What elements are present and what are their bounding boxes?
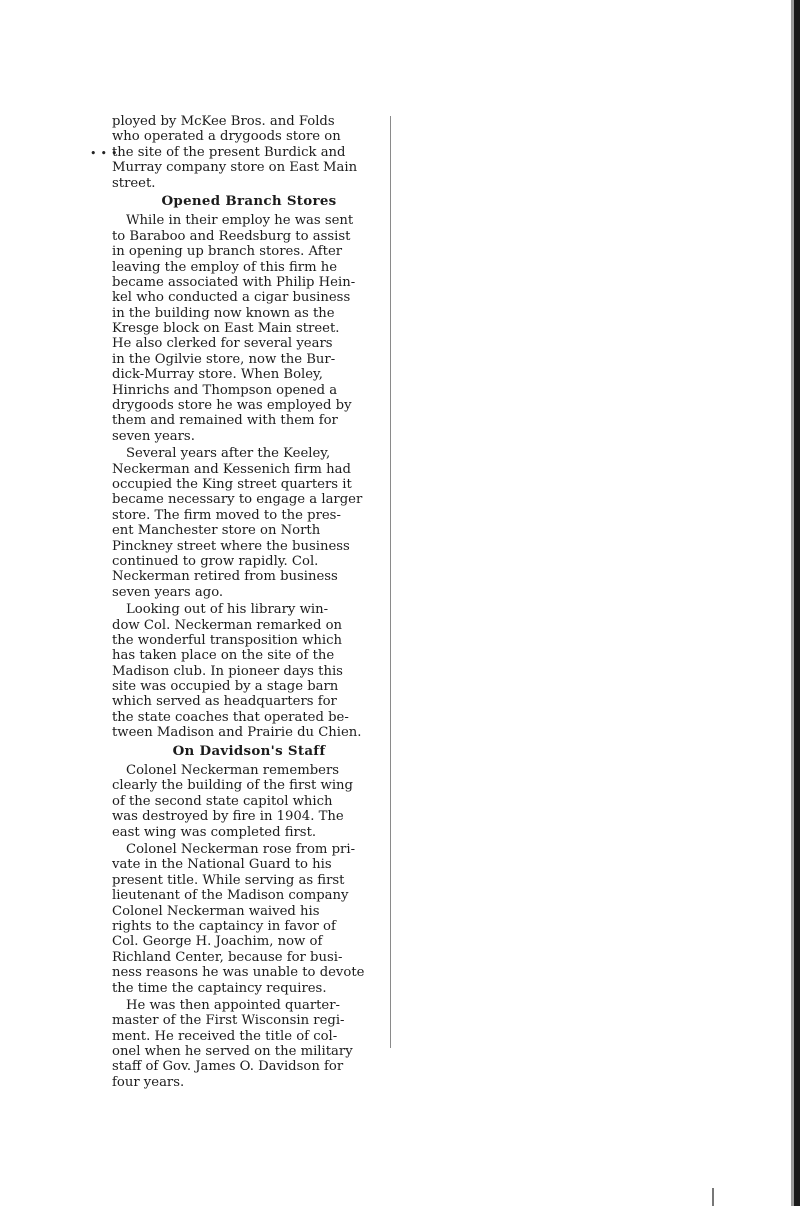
text-line: Neckerman retired from business	[112, 569, 338, 585]
text-line: tween Madison and Prairie du Chien.	[112, 725, 362, 741]
text-line: store. The firm moved to the pres-	[112, 507, 341, 523]
paragraph	[112, 998, 386, 1090]
article-column	[112, 114, 386, 1092]
text-line: the time the captaincy requires.	[112, 980, 327, 996]
text-line: ent Manchester store on North	[112, 523, 321, 539]
text-line: of the second state capitol which	[112, 793, 333, 809]
text-line: occupied the King street quarters it	[112, 477, 352, 492]
text-line: continued to grow rapidly. Col.	[112, 553, 319, 569]
column-rule	[390, 116, 391, 1048]
text-line: the wonderful transposition which	[112, 632, 342, 648]
lead-paragraph	[112, 114, 386, 191]
text-line: lieutenant of the Madison company	[112, 888, 349, 904]
text-line: He was then appointed quarter-	[126, 997, 340, 1013]
text-line: the site of the present Burdick and	[112, 144, 346, 160]
text-line: Colonel Neckerman rose from pri-	[126, 842, 356, 857]
text-line: Richland Center, because for busi-	[112, 949, 343, 965]
paragraph	[112, 446, 386, 600]
scan-mark	[712, 1188, 714, 1206]
text-line: vate in the National Guard to his	[112, 857, 332, 873]
text-line: rights to the captaincy in favor of	[112, 918, 336, 934]
text-line: the state coaches that operated be-	[112, 709, 349, 725]
text-line: Several years after the Keeley,	[126, 446, 331, 462]
text-line: Looking out of his library win-	[126, 602, 329, 618]
text-line: Col. George H. Joachim, now of	[112, 934, 323, 950]
text-line: who operated a drygoods store on	[112, 129, 341, 145]
paragraph	[112, 842, 386, 996]
text-line: master of the First Wisconsin regi-	[112, 1013, 345, 1029]
text-line: which served as headquarters for	[112, 694, 337, 710]
text-line: has taken place on the site of the	[112, 648, 335, 664]
paragraph	[112, 213, 386, 444]
text-line: Hinrichs and Thompson opened a	[112, 382, 338, 398]
text-line: Kresge block on East Main street.	[112, 321, 340, 337]
text-line: drygoods store he was employed by	[112, 398, 352, 414]
paragraph	[112, 763, 386, 840]
text-line: was destroyed by fire in 1904. The	[112, 809, 344, 825]
text-line: site was occupied by a stage barn	[112, 679, 339, 695]
text-line: ness reasons he was unable to devote	[112, 965, 365, 981]
text-line: in the building now known as the	[112, 305, 335, 321]
text-line: to Baraboo and Reedsburg to assist	[112, 228, 351, 244]
scan-edge	[794, 0, 800, 1206]
text-line: ployed by McKee Bros. and Folds	[112, 114, 335, 129]
section-heading: Opened Branch Stores	[161, 192, 337, 209]
text-line: dow Col. Neckerman remarked on	[112, 617, 343, 633]
text-line: leaving the employ of this firm he	[112, 259, 338, 275]
text-line: became necessary to engage a larger	[112, 492, 363, 508]
paragraph	[112, 602, 386, 741]
text-line: ment. He received the title of col-	[112, 1028, 338, 1044]
text-line: four years.	[112, 1074, 185, 1090]
text-line: street.	[112, 175, 156, 191]
section-heading: On Davidson's Staff	[172, 742, 326, 759]
text-line: Murray company store on East Main	[112, 160, 358, 176]
text-line: seven years ago.	[112, 584, 224, 600]
text-line: clearly the building of the first wing	[112, 778, 353, 794]
text-line: Colonel Neckerman waived his	[112, 903, 320, 919]
text-line: became associated with Philip Hein-	[112, 274, 356, 290]
text-line: dick-Murray store. When Boley,	[112, 367, 323, 383]
text-line: seven years.	[112, 428, 195, 444]
text-line: east wing was completed first.	[112, 824, 317, 840]
print-speckle: •••	[90, 147, 122, 160]
text-line: onel when he served on the military	[112, 1044, 353, 1060]
text-line: Neckerman and Kessenich firm had	[112, 461, 351, 477]
text-line: While in their employ he was sent	[126, 213, 354, 229]
text-line: present title. While serving as first	[112, 872, 345, 888]
text-line: Pinckney street where the business	[112, 538, 350, 554]
text-line: Madison club. In pioneer days this	[112, 663, 343, 679]
text-line: in opening up branch stores. After	[112, 244, 343, 260]
text-line: Colonel Neckerman remembers	[126, 763, 340, 779]
text-line: staff of Gov. James O. Davidson for	[112, 1059, 344, 1075]
text-line: them and remained with them for	[112, 413, 338, 429]
text-line: in the Ogilvie store, now the Bur-	[112, 351, 336, 367]
text-line: He also clerked for several years	[112, 336, 333, 352]
text-line: kel who conducted a cigar business	[112, 290, 351, 306]
